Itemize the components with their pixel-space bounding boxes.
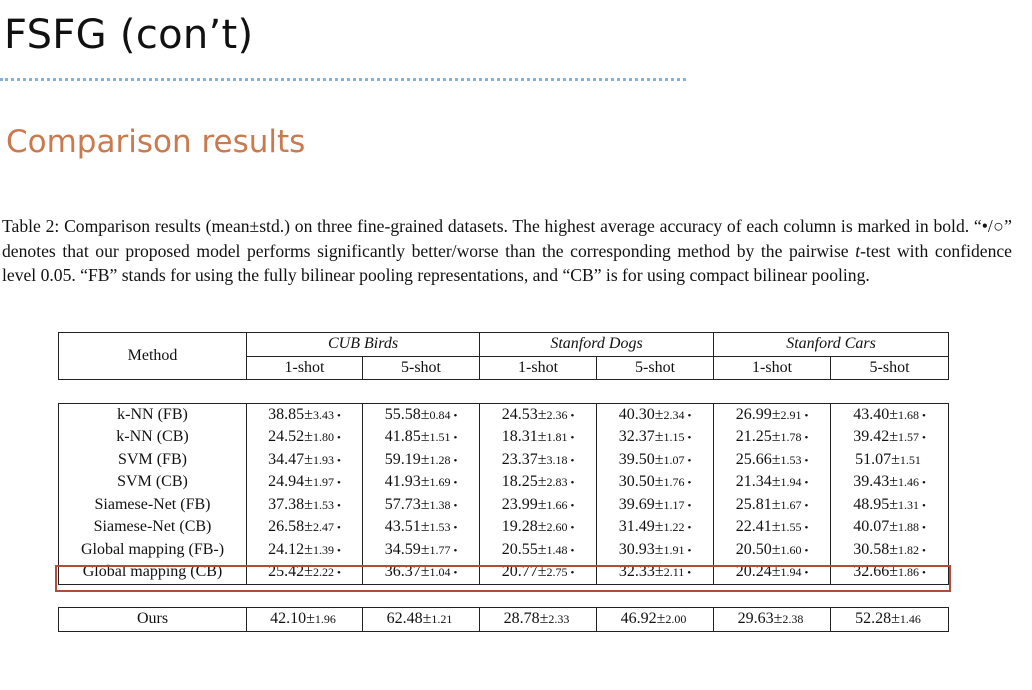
accuracy-cell [831,449,949,472]
caption-text-part2: -test with confidence level 0.05. “FB” stands for using the fully bilinear pooling representations, and “CB” is for using compact bilinear pooling. [2,240,1017,285]
plus-minus-sign: ± [889,405,898,423]
accuracy-mean: 34.59 [384,540,421,558]
accuracy-cell [247,516,363,539]
significance-dot-icon: • [453,567,458,580]
significance-dot-icon: • [453,409,458,422]
accuracy-cell [363,426,480,449]
accuracy-std: 1.51 [899,452,921,467]
accuracy-mean: 34.47 [268,450,305,468]
plus-minus-sign: ± [306,610,315,628]
accuracy-mean: 40.30 [618,405,655,423]
significance-dot-icon: • [804,499,809,512]
accuracy-std: 3.18 [546,452,568,467]
plus-minus-sign: ± [656,610,666,628]
accuracy-mean: 30.93 [618,540,655,558]
accuracy-cell [247,426,363,449]
method-cell: Global mapping (FB-) [59,539,247,562]
plus-minus-sign: ± [889,563,898,581]
accuracy-cell [480,494,597,517]
accuracy-cell [831,539,949,562]
accuracy-std: 1.81 [546,430,568,445]
accuracy-std: 1.38 [429,497,451,512]
accuracy-mean: 39.50 [618,450,655,468]
accuracy-cell [247,608,363,632]
plus-minus-sign: ± [889,428,898,446]
accuracy-cell [597,471,714,494]
accuracy-mean: 42.10 [270,610,307,628]
accuracy-std: 1.28 [429,452,451,467]
plus-minus-sign: ± [304,518,313,536]
significance-dot-icon: • [453,522,458,535]
plus-minus-sign: ± [304,450,313,468]
accuracy-std: 1.31 [897,497,919,512]
significance-dot-icon: • [921,544,926,557]
significance-dot-icon: • [921,409,926,422]
accuracy-std: 1.67 [780,497,802,512]
plus-minus-sign: ± [422,610,432,628]
accuracy-mean: 25.66 [735,450,772,468]
plus-minus-sign: ± [654,473,664,491]
plus-minus-sign: ± [537,450,547,468]
accuracy-std: 1.55 [780,520,802,535]
accuracy-std: 2.22 [312,565,334,580]
accuracy-mean: 32.33 [618,563,655,581]
method-cell: SVM (FB) [59,449,247,472]
accuracy-std: 2.83 [546,475,568,490]
accuracy-mean: 41.85 [384,428,421,446]
plus-minus-sign: ± [889,495,898,513]
accuracy-std: 1.21 [431,612,453,627]
significance-dot-icon: • [921,499,926,512]
accuracy-std: 1.80 [312,430,334,445]
accuracy-std: 1.93 [312,452,334,467]
accuracy-std: 1.68 [897,407,919,422]
accuracy-mean: 25.81 [735,495,772,513]
table-row [59,608,949,632]
plus-minus-sign: ± [771,563,781,581]
accuracy-cell [714,471,831,494]
accuracy-std: 1.94 [780,565,802,580]
accuracy-mean: 21.34 [735,473,772,491]
table-caption [2,214,1017,288]
plus-minus-sign: ± [304,563,313,581]
significance-dot-icon: • [804,432,809,445]
plus-minus-sign: ± [420,428,430,446]
plus-minus-sign: ± [537,540,547,558]
accuracy-std: 1.69 [429,475,451,490]
accuracy-mean: 46.92 [620,610,657,628]
significance-dot-icon: • [687,432,692,445]
table-row [59,449,949,472]
plus-minus-sign: ± [773,610,783,628]
accuracy-std: 1.57 [897,430,919,445]
accuracy-mean: 51.07 [855,450,892,468]
accuracy-cell [831,426,949,449]
method-cell: Ours [59,608,247,632]
accuracy-cell [714,516,831,539]
plus-minus-sign: ± [420,450,430,468]
significance-dot-icon: • [336,544,341,557]
method-cell: Siamese-Net (CB) [59,516,247,539]
accuracy-cell [831,608,949,632]
accuracy-std: 1.77 [429,542,451,557]
significance-dot-icon: • [687,544,692,557]
significance-dot-icon: • [336,477,341,490]
accuracy-std: 2.34 [663,407,685,422]
accuracy-mean: 20.50 [735,540,772,558]
plus-minus-sign: ± [420,473,430,491]
accuracy-std: 2.11 [663,565,685,580]
plus-minus-sign: ± [304,495,313,513]
plus-minus-sign: ± [420,405,430,423]
accuracy-mean: 26.99 [735,405,772,423]
accuracy-cell [831,403,949,426]
plus-minus-sign: ± [420,540,430,558]
accuracy-cell [363,516,480,539]
shot-header: 5-shot [831,356,949,380]
accuracy-std: 1.17 [663,497,685,512]
plus-minus-sign: ± [889,473,898,491]
accuracy-mean: 26.58 [268,518,305,536]
accuracy-cell [480,516,597,539]
significance-dot-icon: • [687,567,692,580]
table-row [59,516,949,539]
table-row [59,403,949,426]
accuracy-mean: 40.07 [853,518,890,536]
accuracy-std: 1.51 [429,430,451,445]
accuracy-mean: 55.58 [384,405,421,423]
accuracy-mean: 31.49 [618,518,655,536]
table-row [59,426,949,449]
accuracy-cell [363,449,480,472]
accuracy-mean: 21.25 [735,428,772,446]
accuracy-mean: 37.38 [268,495,305,513]
significance-dot-icon: • [570,522,575,535]
accuracy-std: 1.53 [312,497,334,512]
accuracy-std: 1.53 [429,520,451,535]
accuracy-std: 1.53 [780,452,802,467]
plus-minus-sign: ± [537,518,547,536]
accuracy-cell [714,449,831,472]
accuracy-mean: 39.42 [853,428,890,446]
plus-minus-sign: ± [771,495,781,513]
plus-minus-sign: ± [654,428,664,446]
dataset-header-cub: CUB Birds [247,333,480,357]
accuracy-mean: 38.85 [268,405,305,423]
table-row [59,494,949,517]
accuracy-std: 1.48 [546,542,568,557]
plus-minus-sign: ± [771,540,781,558]
plus-minus-sign: ± [304,428,313,446]
significance-dot-icon: • [453,454,458,467]
accuracy-std: 2.38 [782,612,804,627]
plus-minus-sign: ± [304,540,313,558]
plus-minus-sign: ± [537,473,547,491]
significance-dot-icon: • [570,544,575,557]
plus-minus-sign: ± [771,473,781,491]
plus-minus-sign: ± [539,610,549,628]
slide-title: FSFG (con’t) [4,12,254,58]
accuracy-std: 1.97 [312,475,334,490]
accuracy-cell [831,471,949,494]
accuracy-cell [247,539,363,562]
accuracy-std: 1.60 [780,542,802,557]
shot-header: 1-shot [714,356,831,380]
accuracy-cell [714,426,831,449]
accuracy-std: 2.36 [546,407,568,422]
accuracy-cell [480,426,597,449]
accuracy-cell [480,539,597,562]
plus-minus-sign: ± [771,518,781,536]
significance-dot-icon: • [921,477,926,490]
accuracy-std: 2.47 [312,520,334,535]
accuracy-std: 1.07 [663,452,685,467]
significance-dot-icon: • [570,432,575,445]
accuracy-mean: 20.24 [735,563,772,581]
accuracy-cell [363,494,480,517]
accuracy-std: 1.22 [663,520,685,535]
accuracy-cell [480,403,597,426]
ours-highlight-box [55,565,951,592]
accuracy-mean: 32.37 [618,428,655,446]
method-cell: k-NN (FB) [59,403,247,426]
significance-dot-icon: • [804,544,809,557]
accuracy-mean: 30.58 [853,540,890,558]
accuracy-mean: 20.77 [501,563,538,581]
shot-header: 5-shot [363,356,480,380]
table-header [59,333,949,380]
accuracy-cell [714,608,831,632]
accuracy-std: 2.33 [548,612,570,627]
shot-header: 1-shot [247,356,363,380]
accuracy-mean: 29.63 [737,610,774,628]
significance-dot-icon: • [570,477,575,490]
significance-dot-icon: • [921,567,926,580]
accuracy-mean: 30.50 [618,473,655,491]
plus-minus-sign: ± [537,405,547,423]
accuracy-std: 1.96 [314,612,336,627]
significance-dot-icon: • [453,499,458,512]
significance-dot-icon: • [687,522,692,535]
accuracy-mean: 24.53 [501,405,538,423]
significance-dot-icon: • [687,477,692,490]
significance-dot-icon: • [804,477,809,490]
plus-minus-sign: ± [304,473,313,491]
significance-dot-icon: • [570,409,575,422]
plus-minus-sign: ± [537,428,547,446]
significance-dot-icon: • [336,454,341,467]
accuracy-mean: 41.93 [384,473,421,491]
method-header: Method [59,333,247,380]
dataset-header-cars: Stanford Cars [714,333,949,357]
significance-dot-icon: • [453,544,458,557]
accuracy-cell [480,449,597,472]
accuracy-cell [597,608,714,632]
accuracy-cell [363,403,480,426]
accuracy-mean: 57.73 [384,495,421,513]
accuracy-std: 2.91 [780,407,802,422]
accuracy-cell [247,449,363,472]
plus-minus-sign: ± [891,610,900,628]
accuracy-mean: 36.37 [384,563,421,581]
significance-dot-icon: • [804,567,809,580]
accuracy-cell [247,494,363,517]
accuracy-std: 1.82 [897,542,919,557]
plus-minus-sign: ± [420,495,430,513]
accuracy-std: 1.04 [429,565,451,580]
table-row [59,539,949,562]
plus-minus-sign: ± [654,450,664,468]
accuracy-std: 2.60 [546,520,568,535]
accuracy-cell [597,494,714,517]
significance-dot-icon: • [687,454,692,467]
accuracy-mean: 18.31 [501,428,538,446]
accuracy-cell [480,471,597,494]
significance-dot-icon: • [336,522,341,535]
plus-minus-sign: ± [654,540,664,558]
significance-dot-icon: • [336,499,341,512]
accuracy-cell [597,539,714,562]
plus-minus-sign: ± [891,450,900,468]
accuracy-mean: 22.41 [735,518,772,536]
accuracy-std: 0.84 [429,407,451,422]
accuracy-cell [597,403,714,426]
accuracy-cell [597,449,714,472]
method-cell: SVM (CB) [59,471,247,494]
significance-dot-icon: • [570,454,575,467]
accuracy-mean: 24.12 [268,540,305,558]
accuracy-cell [247,471,363,494]
plus-minus-sign: ± [537,495,547,513]
accuracy-cell [363,608,480,632]
plus-minus-sign: ± [771,405,781,423]
accuracy-std: 1.46 [899,612,921,627]
accuracy-std: 1.39 [312,542,334,557]
accuracy-mean: 28.78 [503,610,540,628]
plus-minus-sign: ± [654,563,664,581]
accuracy-std: 1.78 [780,430,802,445]
accuracy-cell [247,403,363,426]
accuracy-std: 2.75 [546,565,568,580]
shot-header: 1-shot [480,356,597,380]
plus-minus-sign: ± [304,405,313,423]
significance-dot-icon: • [804,522,809,535]
accuracy-mean: 23.99 [501,495,538,513]
significance-dot-icon: • [687,409,692,422]
plus-minus-sign: ± [889,518,898,536]
accuracy-std: 1.66 [546,497,568,512]
row-gap [59,380,949,404]
accuracy-cell [363,539,480,562]
table-body [59,380,949,585]
accuracy-cell [480,608,597,632]
significance-dot-icon: • [453,477,458,490]
accuracy-cell [363,471,480,494]
accuracy-mean: 19.28 [501,518,538,536]
plus-minus-sign: ± [654,495,664,513]
table-row [59,471,949,494]
accuracy-mean: 24.52 [268,428,305,446]
accuracy-mean: 52.28 [855,610,892,628]
caption-t-italic: t [855,240,861,261]
plus-minus-sign: ± [537,563,547,581]
accuracy-mean: 48.95 [853,495,890,513]
accuracy-cell [714,403,831,426]
significance-dot-icon: • [570,499,575,512]
significance-dot-icon: • [687,499,692,512]
significance-dot-icon: • [336,567,341,580]
plus-minus-sign: ± [654,518,664,536]
plus-minus-sign: ± [889,540,898,558]
accuracy-std: 1.46 [897,475,919,490]
significance-dot-icon: • [804,454,809,467]
accuracy-std: 1.94 [780,475,802,490]
plus-minus-sign: ± [420,518,430,536]
accuracy-std: 1.88 [897,520,919,535]
accuracy-std: 1.86 [897,565,919,580]
accuracy-std: 1.15 [663,430,685,445]
accuracy-std: 3.43 [312,407,334,422]
accuracy-mean: 43.51 [384,518,421,536]
accuracy-std: 2.00 [665,612,687,627]
significance-dot-icon: • [570,567,575,580]
accuracy-mean: 59.19 [384,450,421,468]
accuracy-mean: 39.43 [853,473,890,491]
significance-dot-icon: • [921,522,926,535]
accuracy-cell [831,494,949,517]
dataset-header-dogs: Stanford Dogs [480,333,714,357]
section-title: Comparison results [6,124,306,160]
accuracy-mean: 24.94 [268,473,305,491]
plus-minus-sign: ± [771,428,781,446]
title-divider [0,78,686,81]
significance-dot-icon: • [336,409,341,422]
accuracy-std: 1.76 [663,475,685,490]
accuracy-cell [597,516,714,539]
accuracy-mean: 25.42 [268,563,305,581]
accuracy-std: 1.91 [663,542,685,557]
method-cell: Siamese-Net (FB) [59,494,247,517]
plus-minus-sign: ± [771,450,781,468]
accuracy-mean: 43.40 [853,405,890,423]
accuracy-mean: 18.25 [501,473,538,491]
accuracy-cell [714,494,831,517]
method-cell: Global mapping (CB) [59,561,247,584]
method-cell: k-NN (CB) [59,426,247,449]
accuracy-cell [714,539,831,562]
plus-minus-sign: ± [654,405,664,423]
significance-dot-icon: • [804,409,809,422]
accuracy-cell [597,426,714,449]
significance-dot-icon: • [453,432,458,445]
significance-dot-icon: • [921,432,926,445]
accuracy-mean: 62.48 [386,610,423,628]
accuracy-mean: 20.55 [501,540,538,558]
significance-dot-icon: • [336,432,341,445]
plus-minus-sign: ± [420,563,430,581]
accuracy-mean: 32.66 [853,563,890,581]
accuracy-mean: 39.69 [618,495,655,513]
caption-text-part1: Table 2: Comparison results (mean±std.) on three fine-grained datasets. The highest average accuracy of each column is marked in bold. “•/○” denotes that our proposed model performs significantly better/worse than the corresponding method by the pairwise [2,216,1017,261]
accuracy-cell [831,516,949,539]
accuracy-mean: 23.37 [501,450,538,468]
shot-header: 5-shot [597,356,714,380]
